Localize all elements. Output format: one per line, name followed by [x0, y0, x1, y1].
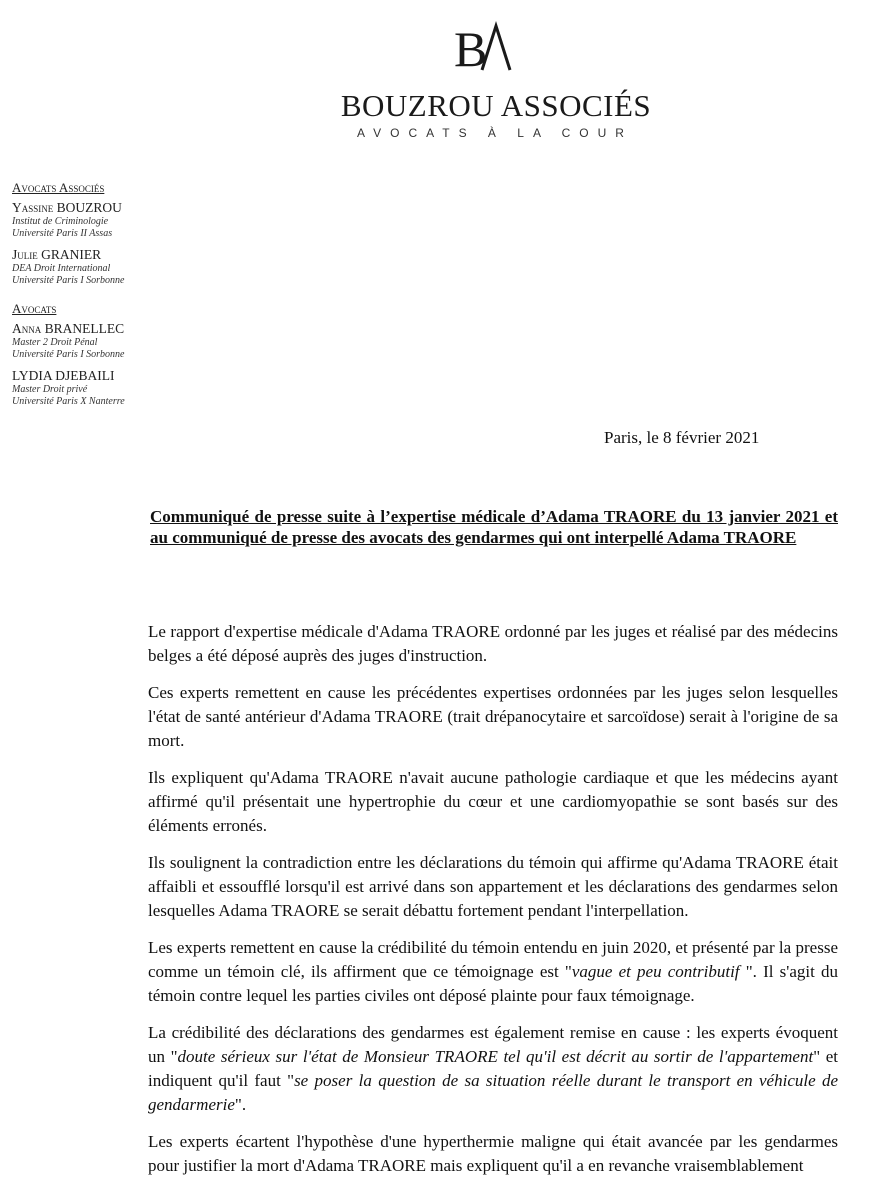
lawyer-entry [12, 320, 192, 361]
body-paragraph: Le rapport d'expertise médicale d'Adama TRAORE ordonné par les juges et réalisé par des médecins belges a été déposé auprès des juges d'instruction. [148, 622, 838, 665]
lawyer-university: Université Paris I Sorbonne [12, 275, 125, 286]
body-paragraph: Les experts écartent l'hypothèse d'une hyperthermie maligne qui était avancée par les gendarmes pour justifier la mort d'Adama TRAORE mais expliquent qu'il a en revanche vraisemblablement [148, 1132, 838, 1175]
body-paragraph: Ils soulignent la contradiction entre les déclarations du témoin qui affirme qu'Adama TRAORE était affaibli et essoufflé lorsqu'il est arrivé dans son appartement et les déclarations des gendarmes selon lesquelles Adama TRAORE se serait débattu fortement pendant l'interpellation. [148, 853, 838, 920]
press-release-title: Communiqué de presse suite à l’expertise médicale d’Adama TRAORE du 13 janvier 2021 et au communiqué de presse des avocats des gendarmes qui ont interpellé Adama TRAORE [150, 507, 838, 547]
paragraph-text: " et indiquent qu'il faut " [148, 1047, 838, 1090]
lawyer-name: Yassine BOUZROU [12, 200, 122, 215]
partners-heading: Avocats Associés [12, 180, 105, 195]
lawyers-sidebar [12, 180, 192, 414]
lawyer-entry [12, 367, 192, 408]
quoted-text: doute sérieux sur l'état de Monsieur TRAORE tel qu'il est décrit au sortir de l'appartement [177, 1047, 814, 1066]
firm-name: BOUZROU ASSOCIÉS [340, 88, 652, 123]
lawyers-heading: Avocats [12, 301, 57, 316]
lawyer-university: Université Paris X Nanterre [12, 396, 125, 407]
lawyer-name: Julie GRANIER [12, 247, 102, 262]
quoted-text: vague et peu contributif [571, 962, 746, 981]
paragraph-text: La crédibilité des déclarations des gendarmes est également remise en cause : les experts évoquent un " [148, 1023, 838, 1066]
lawyer-university: Université Paris II Assas [12, 228, 113, 239]
firm-logo-monogram [452, 20, 512, 76]
lawyer-entry [12, 199, 192, 240]
paragraph-text: ". Il s'agit du témoin contre lequel les parties civiles ont déposé plainte pour faux témoignage. [148, 962, 838, 1005]
lawyer-credential: Master 2 Droit Pénal [12, 337, 98, 348]
paragraph-text: ". [234, 1095, 247, 1114]
body-paragraph [148, 1021, 838, 1117]
lawyer-credential: Institut de Criminologie [12, 216, 109, 227]
letter-date: Paris, le 8 février 2021 [604, 428, 760, 447]
lawyer-name: Anna BRANELLEC [12, 321, 125, 336]
quoted-text: se poser la question de sa situation réelle durant le transport en véhicule de gendarmerie [148, 1071, 838, 1114]
body-paragraph: Ces experts remettent en cause les précédentes expertises ordonnées par les juges selon lesquelles l'état de santé antérieur d'Adama TRAORE (trait drépanocytaire et sarcoïdose) serait à l'origine de sa mort. [148, 683, 838, 750]
paragraph-text: Les experts remettent en cause la crédibilité du témoin entendu en juin 2020, et présenté par la presse comme un témoin clé, ils affirment que ce témoignage est " [148, 938, 838, 981]
lawyer-entry [12, 246, 192, 287]
lawyer-credential: Master Droit privé [12, 384, 88, 395]
body-paragraph [148, 936, 838, 1008]
lawyer-university: Université Paris I Sorbonne [12, 349, 125, 360]
firm-subtitle: AVOCATS À LA COUR [357, 126, 633, 140]
lawyer-credential: DEA Droit International [12, 263, 111, 274]
press-release-body [148, 620, 838, 1191]
lawyer-name: LYDIA DJEBAILI [12, 368, 115, 383]
svg-text:B: B [454, 21, 488, 76]
body-paragraph: Ils expliquent qu'Adama TRAORE n'avait aucune pathologie cardiaque et que les médecins ayant affirmé qu'il présentait une hypertrophie du cœur et une cardiomyopathie se sont basés sur des éléments erronés. [148, 768, 838, 835]
